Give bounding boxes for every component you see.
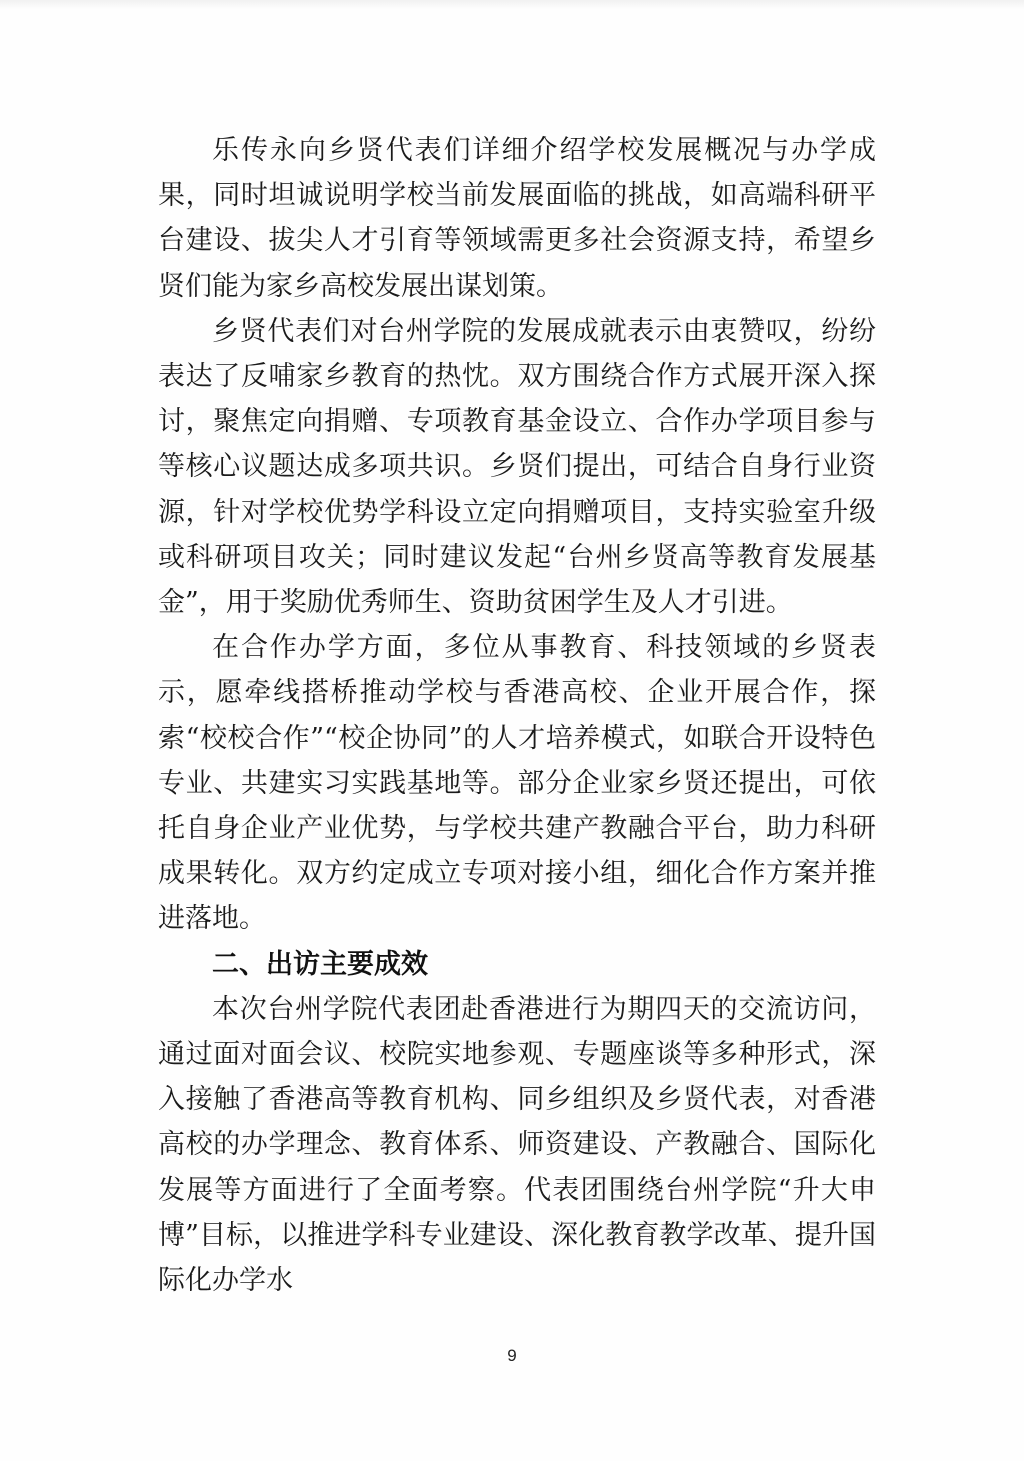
- document-body: [158, 128, 876, 1303]
- page-number: 9: [507, 1346, 517, 1365]
- paragraph-introduction: 乐传永向乡贤代表们详细介绍学校发展概况与办学成果，同时坦诚说明学校当前发展面临的挑战，如高端科研平台建设、拔尖人才引育等领域需更多社会资源支持，希望乡贤们能为家乡高校发展出谋划策。: [158, 135, 876, 302]
- paragraph-consensus: 乡贤代表们对台州学院的发展成就表示由衷赞叹，纷纷表达了反哺家乡教育的热忱。双方围绕合作方式展开深入探讨，聚焦定向捐赠、专项教育基金设立、合作办学项目参与等核心议题达成多项共识。乡贤们提出，可结合自身行业资源，针对学校优势学科设立定向捐赠项目，支持实验室升级或科研项目攻关；同时建议发起“台州乡贤高等教育发展基金”，用于奖励优秀师生、资助贫困学生及人才引进。: [158, 315, 876, 619]
- paragraph-results: 本次台州学院代表团赴香港进行为期四天的交流访问，通过面对面会议、校院实地参观、专题座谈等多种形式，深入接触了香港高等教育机构、同乡组织及乡贤代表，对香港高校的办学理念、教育体系、师资建设、产教融合、国际化发展等方面进行了全面考察。代表团围绕台州学院“升大申博”目标，以推进学科专业建设、深化教育教学改革、提升国际化办学水: [158, 993, 876, 1297]
- scan-edge: [0, 0, 1024, 10]
- section-heading: 二、出访主要成效: [212, 948, 428, 980]
- paragraph-cooperation: 在合作办学方面，多位从事教育、科技领域的乡贤表示，愿牵线搭桥推动学校与香港高校、企业开展合作，探索“校校合作”“校企协同”的人才培养模式，如联合开设特色专业、共建实习实践基地等。部分企业家乡贤还提出，可依托自身企业产业优势，与学校共建产教融合平台，助力科研成果转化。双方约定成立专项对接小组，细化合作方案并推进落地。: [158, 632, 876, 935]
